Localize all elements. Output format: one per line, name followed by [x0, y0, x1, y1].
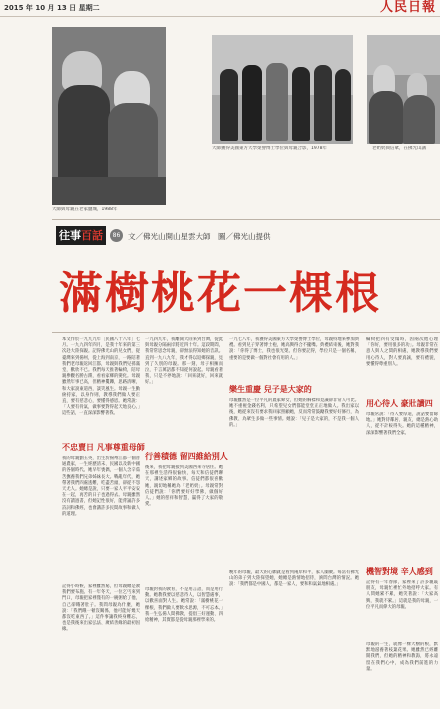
subhead-5: 機智對境 辛人感到 [366, 566, 433, 576]
body-col1-c: 記得小時候，家裡雖然窮，但母親總是教我們要布施。有一年冬天，一位乞丐來到門口，母親把家裡僅有的一碗粥給了他，自己卻餓著肚子。我問母親為什麼，她說：「我們餓一頓沒關係，他可能好幾天都沒吃東西了。」這件事讓我終身難忘，也是我後來出家弘法、廣結善緣的最初因緣。 [62, 584, 140, 633]
byline: 文／佛光山開山星雲大師 圖／佛光山提供 [128, 232, 271, 241]
body-col2-a: 一九四九年，我離開大陸來到台灣，從此與母親分隔兩岸將近四十年。這段期間，我常常思念母親，卻無法得知她的音訊。直到一九八九年，我才得以返鄉探親，見到了久別的母親。那一刻，母子相擁而泣，千言萬語都不知從何說起。母親看著我，只是不停地說：「回來就好，回來就好。」 [145, 337, 223, 386]
series-number: 86 [110, 229, 123, 242]
photo-honorary-degree [212, 35, 353, 144]
series-badge-black: 往事 [59, 229, 81, 242]
subhead-1: 不忠賣日 凡事尊重母師 [62, 442, 145, 452]
body-col3-a: 一九七八年，我獲得美國東方大學榮譽博士學位，母親特地來參加典禮。看到兒子穿著博士袍，她高興得合不攏嘴。典禮結束後，她對我說：「你得了博士，我也很光榮。但你要記得，學位只是一個名稱，重要的是要做一個對社會有用的人。」 [229, 337, 359, 361]
photo2-caption: 大師獲得美國東方大學榮譽博士學位與母親合影，1978年 [212, 146, 327, 151]
photo-grandmother-with-devotees [367, 35, 440, 144]
series-badge-red: 百話 [81, 229, 103, 242]
body-col2-c: 母親對我的教育，不是用言語，而是用行動。她教我要以慈悲待人，以智慧處事，以歡喜面對人生。她常說：「滿樹桃花一棵根，我們做人要飲水思源，不可忘本。」我一生弘揚人間佛教，提倡三好運動、四給精神，其實都是從母親那裡學來的。 [145, 587, 223, 624]
body-col4-c: 記得有一年春節，家裡來了許多親戚朋友，母親忙裡忙外地招呼大家。有人問她累不累，她笑著說：「大家高興，我就不累。」這就是我的母親，一位平凡而偉大的母親。 [366, 580, 438, 610]
body-col2-b: 後來，我把母親接到美國西來寺居住。她在那裡生活得很愉快，每天和信徒們聊天，講述家鄉的故事。信徒們都很喜歡她，親切地稱她為「老奶奶」。母親常對信徒們說：「你們要好好學佛，做個好人。」她的慈祥和智慧，贏得了大家的敬愛。 [145, 465, 223, 508]
body-col4-b: 母親常說：「待人要厚道，說話要留餘地。」她對待鄰居、親友，總是熱心助人，從不計較得失。她的這種精神，深深影響著我們全家。 [366, 412, 438, 436]
divider-top [52, 219, 440, 220]
series-badge [56, 226, 106, 245]
photo3-caption: 老奶奶與信眾，在佛光山講 [372, 146, 426, 151]
body-col4-d: 母親的一生，就像一棵大樹的根，默默地滋養著枝葉花果。她雖然已經離開我們，但她的精神和教誨，將永遠留在我們心中，成為我們前進的力量。 [366, 642, 438, 672]
body-col1-a: 本文作於一九九九年［民國八十八年］七月。一九九四年四月，是我十年來的第三次赴大陸探親。記得佛光山的兒女們，從臺灣來到揚州，從上海到南京，一路陪著我們老母親返回江都，母親與我們兒孫滿堂，歡欣不已。我們每天推著輪椅，陪母親參觀名勝古蹟，看看家鄉的變化。母親雖然年事已高，但精神矍鑠，思路清晰，和大家說東道西，談笑風生。母親一生勤儉持家，以身作則，教導我們做人要正直，要有慈悲心，要懂得感恩。她常說：「人要有骨氣，做事要對得起天地良心。」這些話，一直深深影響著我。 [62, 337, 140, 417]
body-col4-a: 輪椅把四有受傷時，因兩次他心理「你好，要用很多的功」。母親非常在意人與人之間的相處，她教導我們要用心待人，對人要真誠，要有禮貌，要懂得尊重別人。 [366, 337, 438, 367]
body-col3-c: 晚年的母親，最大的心願就是看到兩岸和平，家人團聚。每當有佛光山的弟子到大陸探望她，她總是熱情地招待，詢問台灣的情況。她說：「我們都是中國人，都是一家人，要和和氣氣地相處。」 [229, 570, 359, 588]
page-header [0, 0, 440, 17]
photo1-caption: 大師與母親在老家鹽城，1988年 [52, 207, 118, 212]
issue-date: 2015 年 10 月 13 日 星期二 [4, 4, 100, 12]
newspaper-logo: 人民日報 [379, 0, 436, 15]
body-col1-b: 我的母親劉玉英，出生於揚州江都一個普通農家，一生經歷清末、民國以及新中國的各個時代。她早年喪偶，一個人含辛茹苦撫養我們兄弟姊妹長大。戰亂年代，她帶著我們四處逃難，吃盡苦頭，卻從不怨天尤人。她總是說，只要一家人平平安安在一起，再苦的日子也過得去。母親雖然沒有讀過書，但她記性很好，能背誦許多詩詞和佛經，也會講許多民間故事和做人的道理。 [62, 456, 140, 517]
body-col3-b: 母親雖然是一位平凡的農家婦女，但她的胸襟和見識卻非常人可比。她不重視金錢名利，只希望兒女們都能堂堂正正地做人。我出家以後，她從來沒有要求我回家照顧她，反而常常鼓勵我要好好修行，為佛教、為眾生多做一些事情。她說：「兒子是大家的，不是我一個人的。」 [229, 398, 359, 428]
divider-mid [52, 332, 440, 333]
subhead-2: 行善積德 留四維給別人 [145, 451, 228, 461]
subhead-4: 用心待人 豪壯讀四 [366, 398, 433, 408]
photo-master-with-mother [52, 27, 166, 205]
article-headline: 滿樹桃花一棵根 [59, 268, 381, 319]
subhead-3: 樂生重慶 兒子是大家的 [229, 384, 312, 394]
